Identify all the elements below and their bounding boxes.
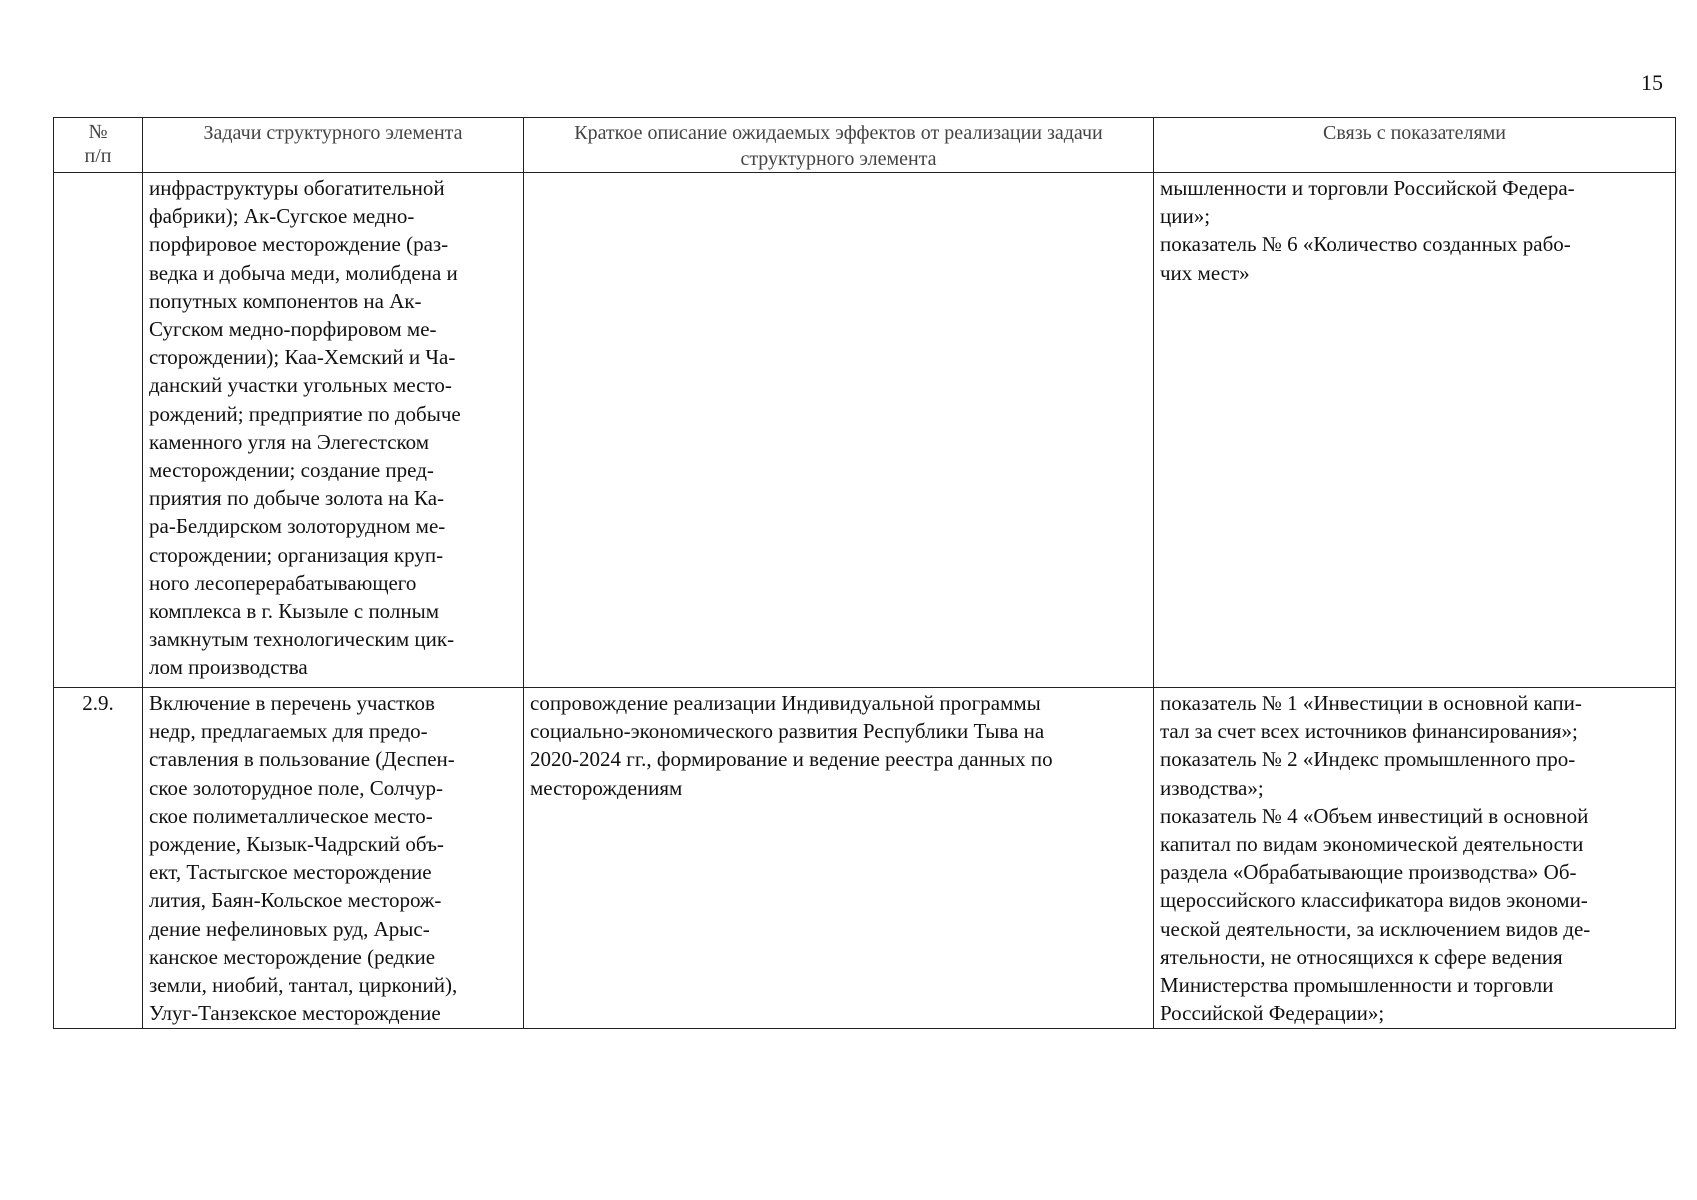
- header-indicators: Связь с показателями: [1154, 118, 1676, 173]
- header-tasks: Задачи структурного элемента: [143, 118, 524, 173]
- row-effects-cell: сопровождение реализации Индивидуальной программы социально-экономического развития Республики Тыва на 2020-2024 гг., формирование и ведение реестра данных по месторождениям: [524, 688, 1154, 1029]
- row-indicators-cell: показатель № 1 «Инвестиции в основной капи- тал за счет всех источников финансирования»; показатель № 2 «Индекс промышленного про- изводства»; показатель № 4 «Объем инвестиций в основной капитал по видам экономической деятельности раздела «Обрабатывающие производства» Об- щероссийского классификатора видов экономи- ческой деятельности, за исключением видов де- ятельности, не относящихся к сфере ведения Министерства промышленности и торговли Российской Федерации»;: [1154, 688, 1676, 1029]
- table-header-row: [54, 118, 1676, 173]
- row-effects-cell: [524, 173, 1154, 688]
- row-tasks-cell: Включение в перечень участков недр, предлагаемых для предо- ставления в пользование (Деспен- ское золоторудное поле, Солчур- ское полиметаллическое место- рождение, Кызык-Чадрский объ- ект, Тастыгское месторождение лития, Баян-Кольское месторож- дение нефелиновых руд, Арыс- канское месторождение (редкие земли, ниобий, тантал, цирконий), Улуг-Танзекское месторождение: [143, 688, 524, 1029]
- structural-element-table: [53, 117, 1676, 1029]
- row-tasks-cell: инфраструктуры обогатительной фабрики); Ак-Сугское медно- порфировое месторождение (раз- ведка и добыча меди, молибдена и попутных компонентов на Ак- Сугском медно-порфировом ме- сторождении); Каа-Хемский и Ча- данский участки угольных место- рождений; предприятие по добыче каменного угля на Элегестском месторождении; создание пред- приятия по добыче золота на Ка- ра-Белдирском золоторудном ме- сторождении; организация круп- ного лесоперерабатывающего комплекса в г. Кызыле с полным замкнутым технологическим цик- лом производства: [143, 173, 524, 688]
- table-row: [54, 173, 1676, 688]
- page-number: 15: [1641, 70, 1663, 95]
- row-num-cell: 2.9.: [54, 688, 143, 1029]
- row-num-cell: [54, 173, 143, 688]
- header-num: № п/п: [54, 118, 143, 173]
- row-indicators-cell: мышленности и торговли Российской Федера- ции»; показатель № 6 «Количество созданных рабо- чих мест»: [1154, 173, 1676, 688]
- header-effects: Краткое описание ожидаемых эффектов от реализации задачи структурного элемента: [524, 118, 1154, 173]
- table-row: [54, 688, 1676, 1029]
